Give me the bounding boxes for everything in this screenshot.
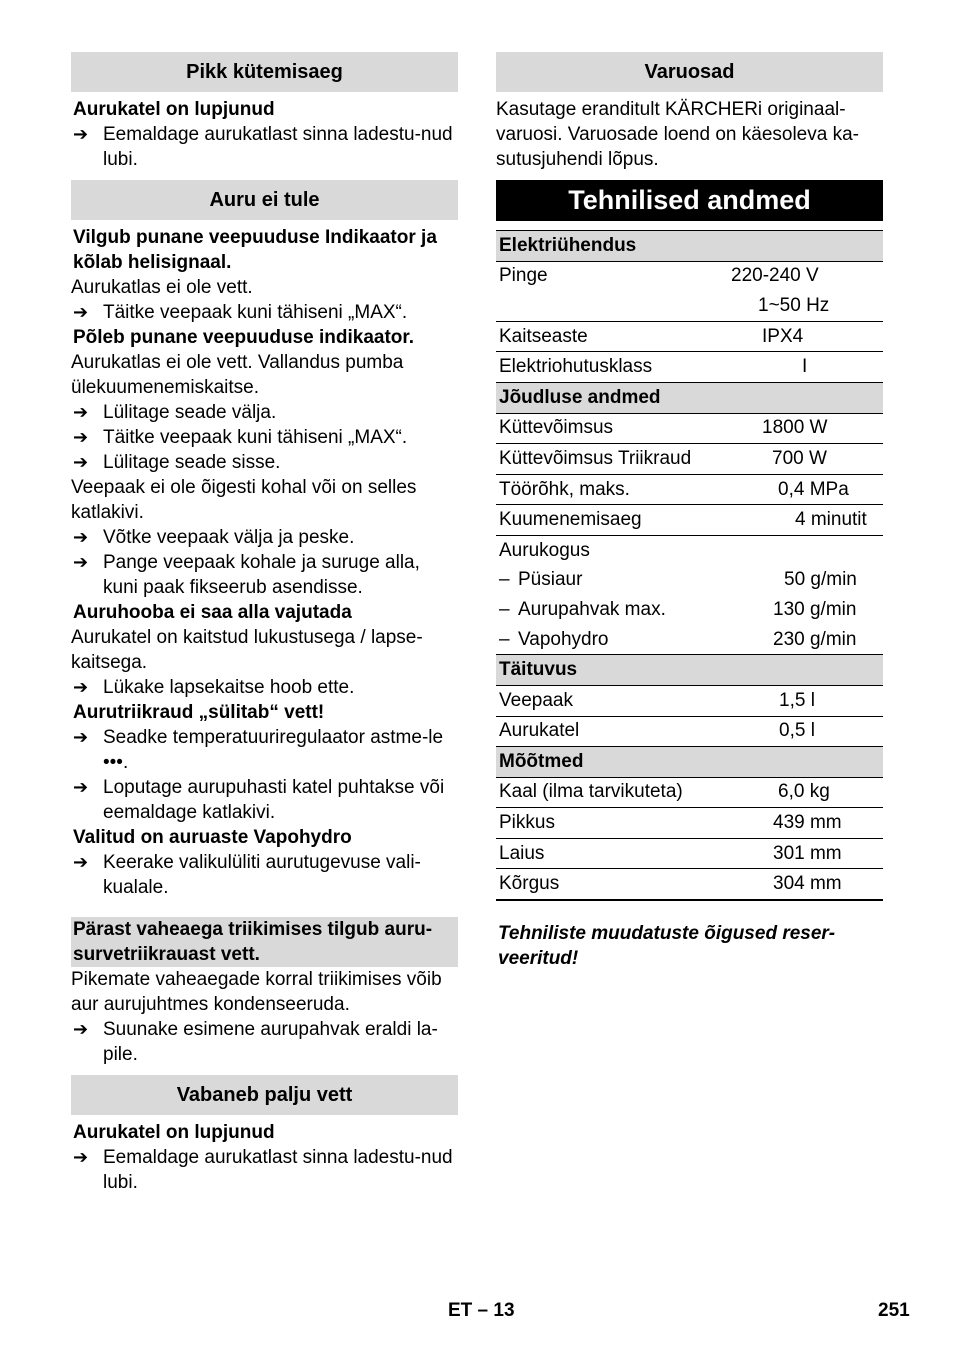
arrow-icon: ➔ <box>73 452 89 472</box>
arrow-icon: ➔ <box>73 1147 89 1167</box>
text: Pikemate vaheaegade korral triikimises võib aur aurujuhtmes kondenseeruda. <box>71 969 442 1015</box>
table-row: Pinge 220-240 V <box>499 265 819 287</box>
step: ➔ Lükake lapsekaitse hoob ette. <box>73 677 355 698</box>
table-row: Pikkus 439 mm <box>496 808 883 839</box>
table-group-row: Jõudluse andmed <box>496 382 883 413</box>
page-number: 251 <box>878 1300 910 1321</box>
step: ➔ Pange veepaak kohale ja suruge alla, kuni paak fikseerub asendisse. <box>73 552 420 598</box>
table-row: – Vapohydro 230 g/min <box>499 628 857 650</box>
table-row: Veepaak 1,5 l <box>496 685 883 716</box>
step: ➔ Täitke veepaak kuni tähiseni „MAX“. <box>73 427 408 448</box>
arrow-icon: ➔ <box>73 677 89 697</box>
arrow-icon: ➔ <box>73 1019 89 1039</box>
tech-data-table <box>496 230 883 901</box>
table-row: Laius 301 mm <box>496 838 883 869</box>
label-vapohydro: Valitud on auruaste Vapohydro <box>73 827 352 848</box>
arrow-icon: ➔ <box>73 402 89 422</box>
step: ➔ Lülitage seade sisse. <box>73 452 281 473</box>
step: ➔ Eemaldage aurukatlast sinna ladestu-nud lubi. <box>73 1147 453 1193</box>
arrow-icon: ➔ <box>73 552 89 572</box>
section-header-vabaneb-palju-vett: Vabaneb palju vett <box>71 1075 458 1115</box>
table-row: Küttevõimsus Triikraud 700 W <box>496 444 883 475</box>
arrow-icon: ➔ <box>73 852 89 872</box>
right-column <box>496 52 883 971</box>
step: ➔ Seadke temperatuuriregulaator astme-le •••. <box>73 727 444 773</box>
section-header-auru-ei-tule: Auru ei tule <box>71 180 458 220</box>
table-row: Aurukogus <box>499 539 590 561</box>
section-header-parast-vaheaega: Pärast vaheaega triikimises tilgub auru-survetriikrauast vett. <box>71 917 458 967</box>
step: ➔ Loputage aurupuhasti katel puhtakse või eemaldage katlakivi. <box>73 777 445 823</box>
step: ➔ Keerake valikulüliti aurutugevuse vali-kualale. <box>73 852 421 898</box>
text-varuosad: Kasutage eranditult KÄRCHERi originaal-varuosi. Varuosade loend on käesoleva ka-sutusjuhendi lõpus. <box>496 99 859 170</box>
text: Aurukatlas ei ole vett. <box>71 277 253 298</box>
table-row: Elektriohutusklass I <box>499 356 808 378</box>
left-column <box>71 52 458 1195</box>
table-row: Kõrgus 304 mm <box>496 869 883 900</box>
table-row: Küttevõimsus 1800 W <box>496 413 883 444</box>
arrow-icon: ➔ <box>73 124 89 144</box>
arrow-icon: ➔ <box>73 427 89 447</box>
label-vilgub-indikaator: Vilgub punane veepuuduse Indikaator ja kõlab helisignaal. <box>73 227 437 273</box>
label-auruhoob: Auruhooba ei saa alla vajutada <box>73 602 352 623</box>
label-poleb-indikaator: Põleb punane veepuuduse indikaator. <box>73 327 415 348</box>
text: Aurukatel on kaitstud lukustusega / lapse-kaitsega. <box>71 627 423 673</box>
step: ➔ Suunake esimene aurupahvak eraldi la-pile. <box>73 1019 438 1065</box>
text: Veepaak ei ole õigesti kohal või on selles katlakivi. <box>71 477 417 523</box>
table-group-row: Mõõtmed <box>496 747 883 778</box>
label-aurutriikraud: Aurutriikraud „sülitab“ vett! <box>73 702 325 723</box>
note-technical-changes: Tehniliste muudatuste õigused reser-veeritud! <box>498 923 836 970</box>
table-row: Kaitseaste IPX4 <box>496 321 883 352</box>
table-row: Kuumenemisaeg 4 minutit <box>496 505 883 536</box>
footer-section-number: ET – 13 <box>448 1300 515 1321</box>
step: ➔ Täitke veepaak kuni tähiseni „MAX“. <box>73 302 408 323</box>
text: Aurukatlas ei ole vett. Vallandus pumba ülekuumenemiskaitse. <box>71 352 404 398</box>
step: ➔ Eemaldage aurukatlast sinna ladestu-nud lubi. <box>73 124 453 170</box>
step: ➔ Võtke veepaak välja ja peske. <box>73 527 355 548</box>
step: ➔ Lülitage seade välja. <box>73 402 277 423</box>
label-aurukatel-lupjunud: Aurukatel on lupjunud <box>73 99 275 120</box>
table-group-row: Elektriühendus <box>496 231 883 262</box>
table-row: 1~50 Hz <box>496 291 883 321</box>
arrow-icon: ➔ <box>73 727 89 747</box>
table-row: Kaal (ilma tarvikuteta) 6,0 kg <box>496 777 883 808</box>
arrow-icon: ➔ <box>73 302 89 322</box>
table-row: – Püsiaur 50 g/min <box>499 569 857 591</box>
arrow-icon: ➔ <box>73 527 89 547</box>
table-row: Aurukatel 0,5 l <box>499 720 815 742</box>
section-header-varuosad: Varuosad <box>496 52 883 92</box>
label-aurukatel-lupjunud-2: Aurukatel on lupjunud <box>73 1122 275 1143</box>
section-header-pikk-kutemisaeg: Pikk kütemisaeg <box>71 52 458 92</box>
table-group-row: Täituvus <box>496 655 883 686</box>
title-tehnilised-andmed: Tehnilised andmed <box>496 180 883 221</box>
table-row: Töörõhk, maks. 0,4 MPa <box>496 474 883 505</box>
table-row: – Aurupahvak max. 130 g/min <box>499 598 857 620</box>
arrow-icon: ➔ <box>73 777 89 797</box>
